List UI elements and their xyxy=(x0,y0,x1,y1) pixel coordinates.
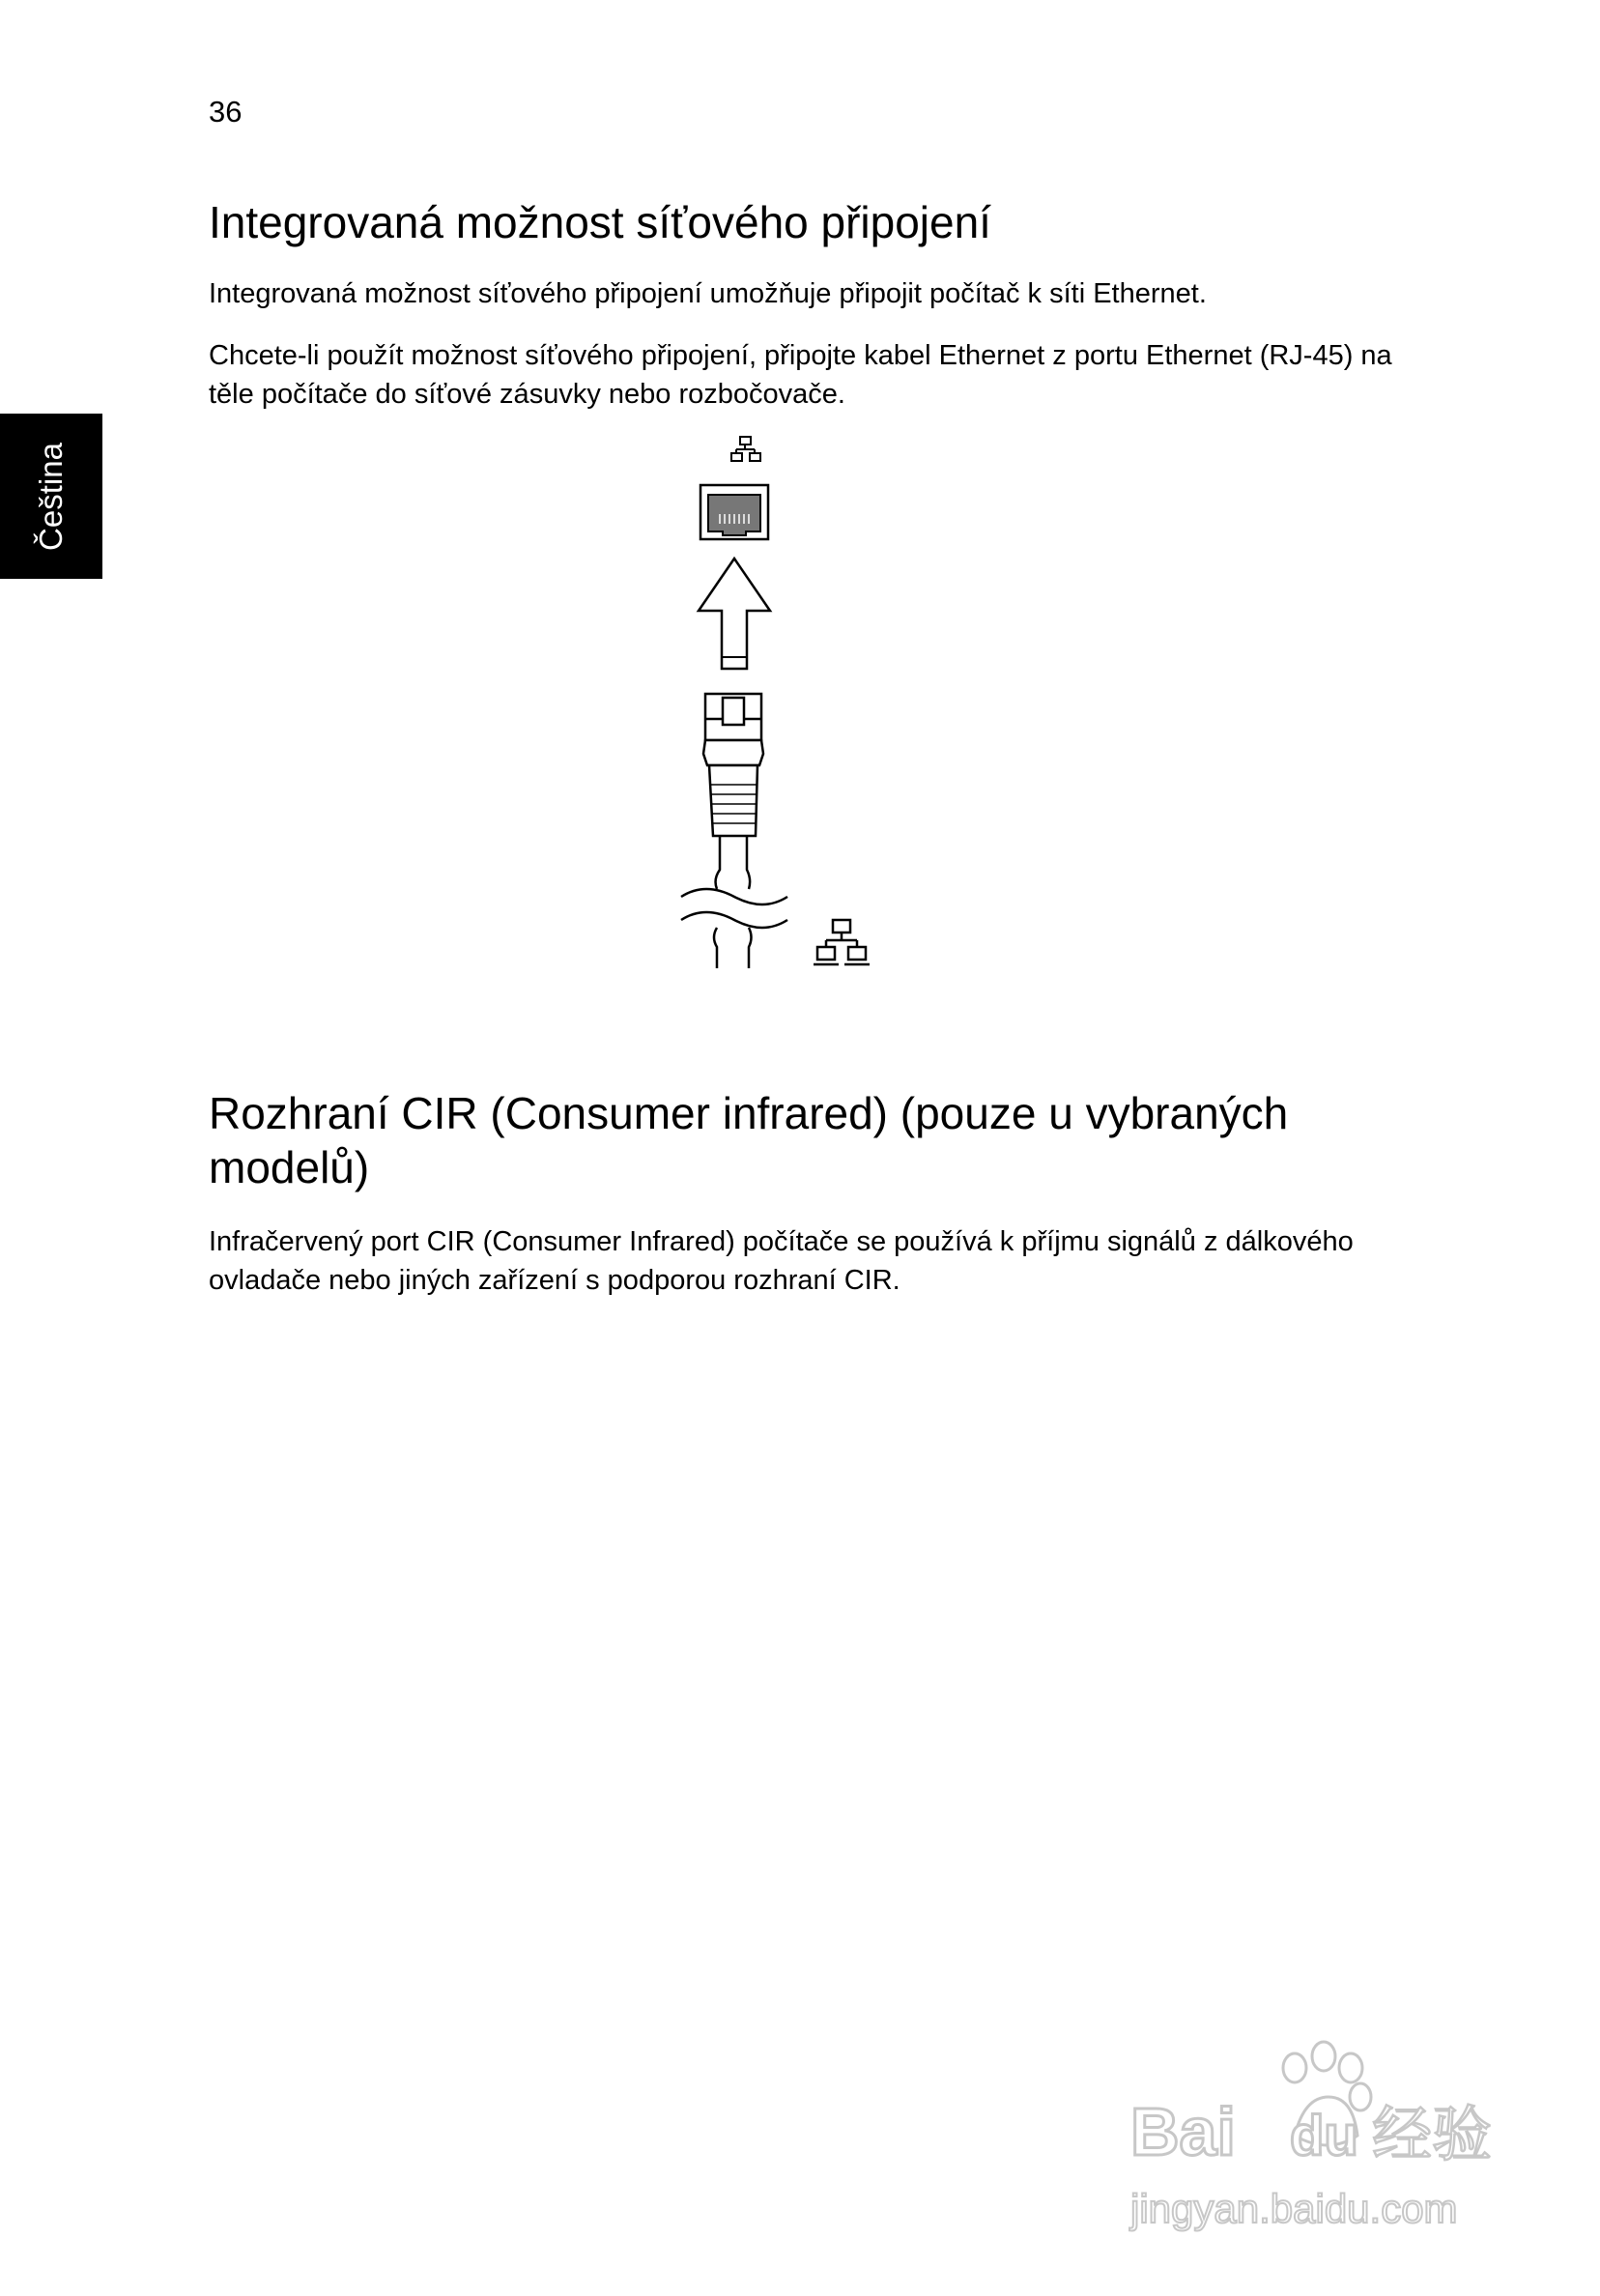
section-title-network: Integrovaná možnost síťového připojení xyxy=(209,197,991,247)
arrow-up-icon xyxy=(699,559,770,669)
cable-break-icon xyxy=(681,836,787,968)
network-icon xyxy=(731,437,760,461)
watermark-url: jingyan.baidu.com xyxy=(1130,2186,1458,2231)
section-title-cir: Rozhraní CIR (Consumer infrared) (pouze u vybraných modelů) xyxy=(209,1088,1289,1192)
language-tab-label: Čeština xyxy=(33,442,69,551)
paragraph-network-howto: Chcete-li použít možnost síťového připojení, připojte kabel Ethernet z portu Ethernet (RJ-45) na těle počítače do síťové zásuvky nebo rozbočovače. xyxy=(209,340,1392,410)
ethernet-connection-figure xyxy=(667,425,899,976)
watermark-brand-du: du xyxy=(1290,2105,1358,2167)
paragraph-cir: Infračervený port CIR (Consumer Infrared) počítače se používá k příjmu signálů z dálkového ovladače nebo jiných zařízení s podporou rozhraní CIR. xyxy=(209,1226,1354,1296)
rj45-port-icon xyxy=(700,485,768,539)
rj45-plug-icon xyxy=(703,694,763,836)
baidu-watermark xyxy=(1111,2029,1517,2252)
watermark-brand: Bai xyxy=(1130,2094,1236,2169)
page-number: 36 xyxy=(209,95,243,129)
paragraph-network-intro: Integrovaná možnost síťového připojení umožňuje připojit počítač k síti Ethernet. xyxy=(209,278,1207,309)
network-icon xyxy=(814,920,870,964)
watermark-cn: 经验 xyxy=(1372,2099,1493,2169)
language-tab xyxy=(0,414,102,579)
